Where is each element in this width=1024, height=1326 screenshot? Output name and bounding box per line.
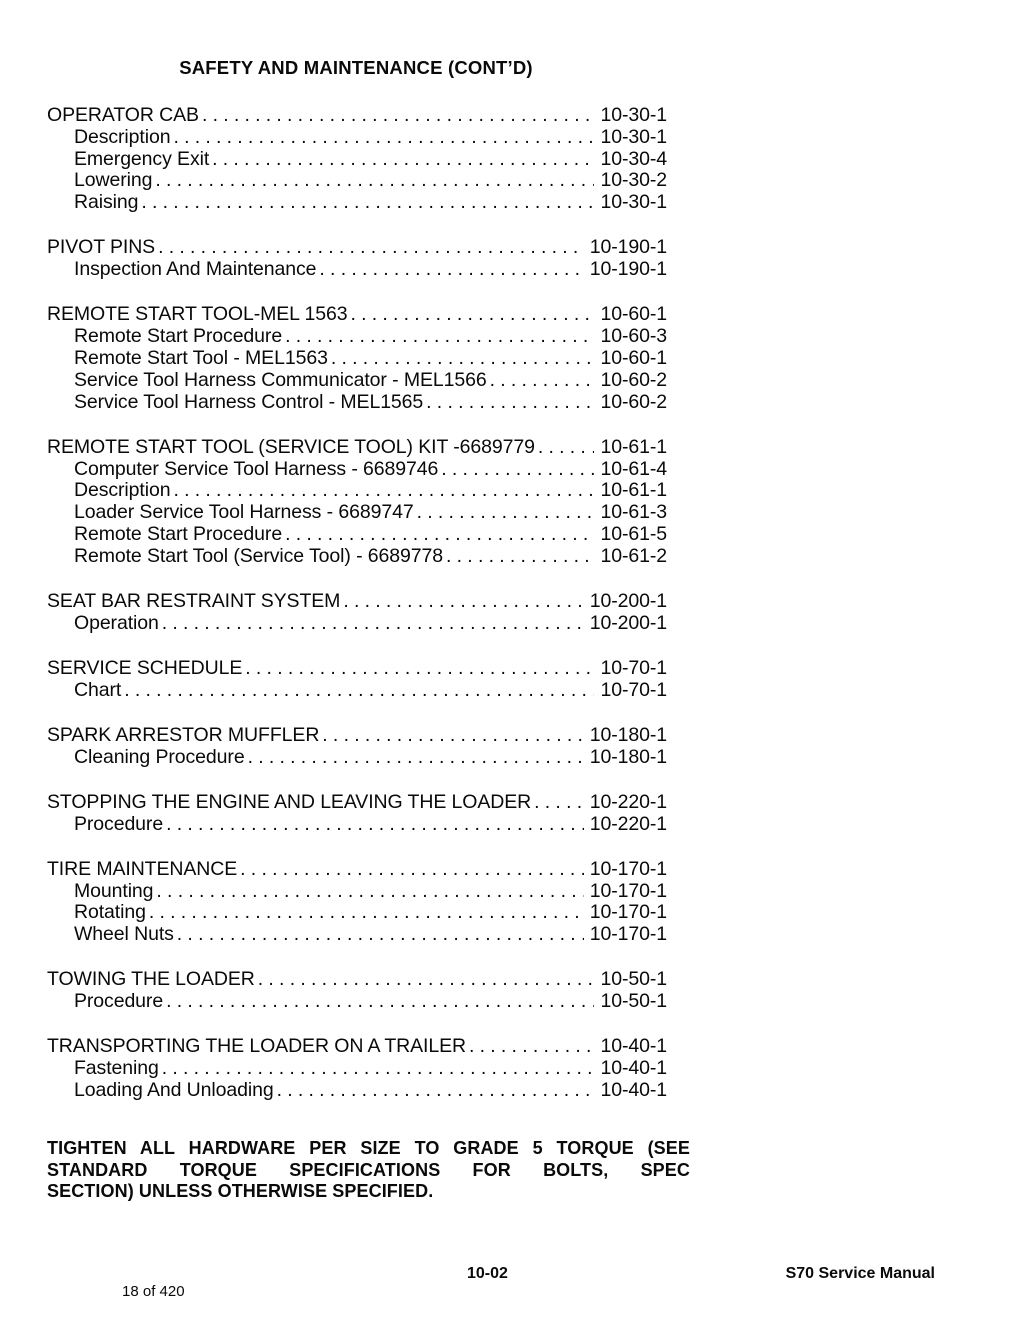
toc-section — [47, 658, 667, 702]
toc-entry — [47, 859, 667, 881]
toc-entry-label: Fastening — [74, 1057, 159, 1080]
toc-entry — [47, 814, 667, 836]
toc-entry — [47, 170, 667, 192]
toc-dot-leader — [331, 348, 595, 370]
toc-entry-page: 10-60-3 — [600, 325, 667, 348]
toc-entry-label: PIVOT PINS — [47, 236, 156, 259]
toc-entry-page: 10-180-1 — [589, 723, 667, 746]
toc-dot-leader — [322, 725, 583, 747]
toc-dot-leader — [162, 1058, 595, 1080]
toc-entry-label: Remote Start Tool - MEL1563 — [74, 346, 328, 369]
toc-entry-page: 10-40-1 — [600, 1057, 667, 1080]
toc-entry — [47, 192, 667, 214]
toc-section — [47, 969, 667, 1013]
toc-section — [47, 437, 667, 568]
toc-entry — [47, 480, 667, 502]
toc-entry — [47, 392, 667, 414]
toc-dot-leader — [446, 546, 594, 568]
toc-entry-page: 10-70-1 — [600, 656, 667, 679]
toc-entry-page: 10-170-1 — [589, 879, 667, 902]
toc-dot-leader — [285, 524, 594, 546]
toc-entry-label: SEAT BAR RESTRAINT SYSTEM — [47, 589, 341, 612]
page-content — [47, 0, 690, 1203]
toc-dot-leader — [490, 370, 595, 392]
toc-entry-page: 10-70-1 — [600, 678, 667, 701]
toc-entry-page: 10-170-1 — [589, 923, 667, 946]
toc-dot-leader — [538, 437, 595, 459]
toc-entry-label: Cleaning Procedure — [74, 745, 245, 768]
footer-manual-title: S70 Service Manual — [785, 1265, 935, 1282]
toc-entry-label: Service Tool Harness Communicator - MEL1566 — [74, 368, 487, 391]
toc-entry-page: 10-50-1 — [600, 968, 667, 991]
toc-entry — [47, 1036, 667, 1058]
toc-entry-label: SPARK ARRESTOR MUFFLER — [47, 723, 320, 746]
toc-dot-leader — [158, 237, 584, 259]
toc-entry-page: 10-190-1 — [589, 258, 667, 281]
toc-entry-page: 10-30-1 — [600, 104, 667, 126]
toc-entry-label: REMOTE START TOOL-MEL 1563 — [47, 303, 348, 326]
toc-entry-label: Procedure — [74, 812, 164, 835]
toc-entry-label: REMOTE START TOOL (SERVICE TOOL) KIT -6689779 — [47, 435, 535, 458]
toc-entry — [47, 149, 667, 171]
toc-entry — [47, 613, 667, 635]
toc-entry — [47, 792, 667, 814]
toc-entry-page: 10-30-1 — [600, 125, 667, 148]
toc-entry — [47, 502, 667, 524]
toc-entry-page: 10-200-1 — [589, 589, 667, 612]
torque-notice-line: STANDARD TORQUE SPECIFICATIONS FOR BOLTS, SPEC — [47, 1159, 690, 1180]
toc-entry — [47, 725, 667, 747]
toc-entry-label: TRANSPORTING THE LOADER ON A TRAILER — [47, 1035, 467, 1058]
toc-entry-page: 10-170-1 — [589, 901, 667, 924]
toc-entry — [47, 348, 667, 370]
toc-dot-leader — [173, 127, 594, 149]
toc-dot-leader — [212, 149, 594, 171]
toc-entry — [47, 437, 667, 459]
toc-entry-page: 10-190-1 — [589, 236, 667, 259]
toc-dot-leader — [441, 459, 594, 481]
toc-entry-page: 10-60-2 — [600, 390, 667, 413]
toc-entry-label: Remote Start Tool (Service Tool) - 6689778 — [74, 544, 444, 567]
toc-dot-leader — [258, 969, 595, 991]
toc-dot-leader — [141, 192, 594, 214]
toc-entry — [47, 658, 667, 680]
toc-entry-label: Raising — [74, 191, 139, 214]
toc-entry — [47, 924, 667, 946]
toc-entry — [47, 259, 667, 281]
toc-section — [47, 105, 667, 214]
toc-dot-leader — [426, 392, 594, 414]
toc-entry-page: 10-61-1 — [600, 435, 667, 458]
toc-entry-label: Description — [74, 125, 171, 148]
toc-entry — [47, 326, 667, 348]
toc-entry-page: 10-200-1 — [589, 611, 667, 634]
toc-entry-label: Emergency Exit — [74, 147, 210, 170]
toc-dot-leader — [166, 991, 594, 1013]
toc-entry — [47, 747, 667, 769]
toc-entry-page: 10-40-1 — [600, 1035, 667, 1058]
toc-dot-leader — [240, 859, 584, 881]
toc-entry-page: 10-60-1 — [600, 303, 667, 326]
toc-entry — [47, 680, 667, 702]
toc-entry-page: 10-30-4 — [600, 147, 667, 170]
toc-section — [47, 792, 667, 836]
toc-entry — [47, 969, 667, 991]
toc-dot-leader — [245, 658, 594, 680]
toc-entry-page: 10-61-5 — [600, 522, 667, 545]
toc-dot-leader — [285, 326, 594, 348]
toc-entry-page: 10-220-1 — [589, 790, 667, 813]
toc-entry — [47, 1058, 667, 1080]
toc-entry — [47, 304, 667, 326]
toc-entry-page: 10-60-2 — [600, 368, 667, 391]
toc-dot-leader — [277, 1080, 595, 1102]
toc-entry — [47, 105, 667, 127]
toc-section — [47, 304, 667, 413]
toc-entry-label: Procedure — [74, 990, 164, 1013]
table-of-contents — [47, 105, 667, 1102]
toc-entry-label: Loading And Unloading — [74, 1079, 274, 1101]
torque-notice — [47, 1138, 690, 1203]
toc-entry — [47, 881, 667, 903]
toc-entry-page: 10-30-2 — [600, 169, 667, 192]
toc-section — [47, 725, 667, 769]
toc-entry-label: Operation — [74, 611, 159, 634]
toc-entry-label: Loader Service Tool Harness - 6689747 — [74, 501, 414, 524]
toc-entry — [47, 127, 667, 149]
toc-section — [47, 237, 667, 281]
toc-dot-leader — [319, 259, 583, 281]
toc-dot-leader — [155, 170, 594, 192]
toc-entry-label: TOWING THE LOADER — [47, 968, 255, 991]
toc-entry-label: Lowering — [74, 169, 153, 192]
toc-dot-leader — [202, 105, 595, 127]
toc-entry-label: Service Tool Harness Control - MEL1565 — [74, 390, 424, 413]
toc-entry-label: Description — [74, 479, 171, 502]
toc-entry-label: Remote Start Procedure — [74, 325, 283, 348]
toc-dot-leader — [166, 814, 584, 836]
toc-dot-leader — [149, 902, 584, 924]
toc-dot-leader — [350, 304, 594, 326]
toc-entry-page: 10-61-1 — [600, 479, 667, 502]
toc-entry — [47, 370, 667, 392]
torque-notice-line: TIGHTEN ALL HARDWARE PER SIZE TO GRADE 5 TORQUE (SEE — [47, 1137, 690, 1158]
toc-entry-page: 10-30-1 — [600, 191, 667, 214]
toc-entry-label: Rotating — [74, 901, 146, 924]
toc-entry-label: Inspection And Maintenance — [74, 258, 317, 281]
toc-entry-page: 10-180-1 — [589, 745, 667, 768]
toc-entry — [47, 591, 667, 613]
toc-dot-leader — [162, 613, 584, 635]
toc-entry-page: 10-220-1 — [589, 812, 667, 835]
toc-dot-leader — [417, 502, 595, 524]
toc-entry-label: OPERATOR CAB — [47, 104, 199, 126]
toc-entry-page: 10-60-1 — [600, 346, 667, 369]
toc-entry — [47, 524, 667, 546]
toc-entry-page: 10-61-2 — [600, 544, 667, 567]
toc-entry-label: Remote Start Procedure — [74, 522, 283, 545]
toc-entry — [47, 902, 667, 924]
toc-dot-leader — [469, 1036, 594, 1058]
toc-entry-label: Chart — [74, 678, 122, 701]
toc-entry-label: TIRE MAINTENANCE — [47, 857, 238, 880]
toc-dot-leader — [343, 591, 583, 613]
torque-notice-line: SECTION) UNLESS OTHERWISE SPECIFIED. — [47, 1181, 434, 1202]
toc-entry — [47, 237, 667, 259]
toc-entry-label: Wheel Nuts — [74, 923, 174, 946]
toc-dot-leader — [173, 480, 594, 502]
toc-dot-leader — [124, 680, 594, 702]
toc-entry — [47, 546, 667, 568]
footer-section-number: 10-02 — [467, 1265, 508, 1282]
page-title: SAFETY AND MAINTENANCE (CONT’D) — [179, 57, 533, 78]
toc-section — [47, 859, 667, 946]
toc-entry-page: 10-61-4 — [600, 457, 667, 480]
toc-entry-page: 10-40-1 — [600, 1079, 667, 1101]
toc-entry-page: 10-50-1 — [600, 990, 667, 1013]
toc-entry — [47, 1080, 667, 1102]
toc-entry-label: STOPPING THE ENGINE AND LEAVING THE LOADER — [47, 790, 532, 813]
toc-dot-leader — [177, 924, 584, 946]
toc-entry-label: SERVICE SCHEDULE — [47, 656, 243, 679]
toc-entry-page: 10-170-1 — [589, 857, 667, 880]
toc-entry — [47, 459, 667, 481]
toc-section — [47, 1036, 667, 1101]
footer-page-count: 18 of 420 — [122, 1283, 185, 1300]
toc-entry-page: 10-61-3 — [600, 501, 667, 524]
toc-entry — [47, 991, 667, 1013]
toc-dot-leader — [156, 881, 583, 903]
toc-section — [47, 591, 667, 635]
toc-dot-leader — [534, 792, 584, 814]
toc-entry-label: Mounting — [74, 879, 154, 902]
toc-entry-label: Computer Service Tool Harness - 6689746 — [74, 457, 439, 480]
toc-dot-leader — [248, 747, 584, 769]
